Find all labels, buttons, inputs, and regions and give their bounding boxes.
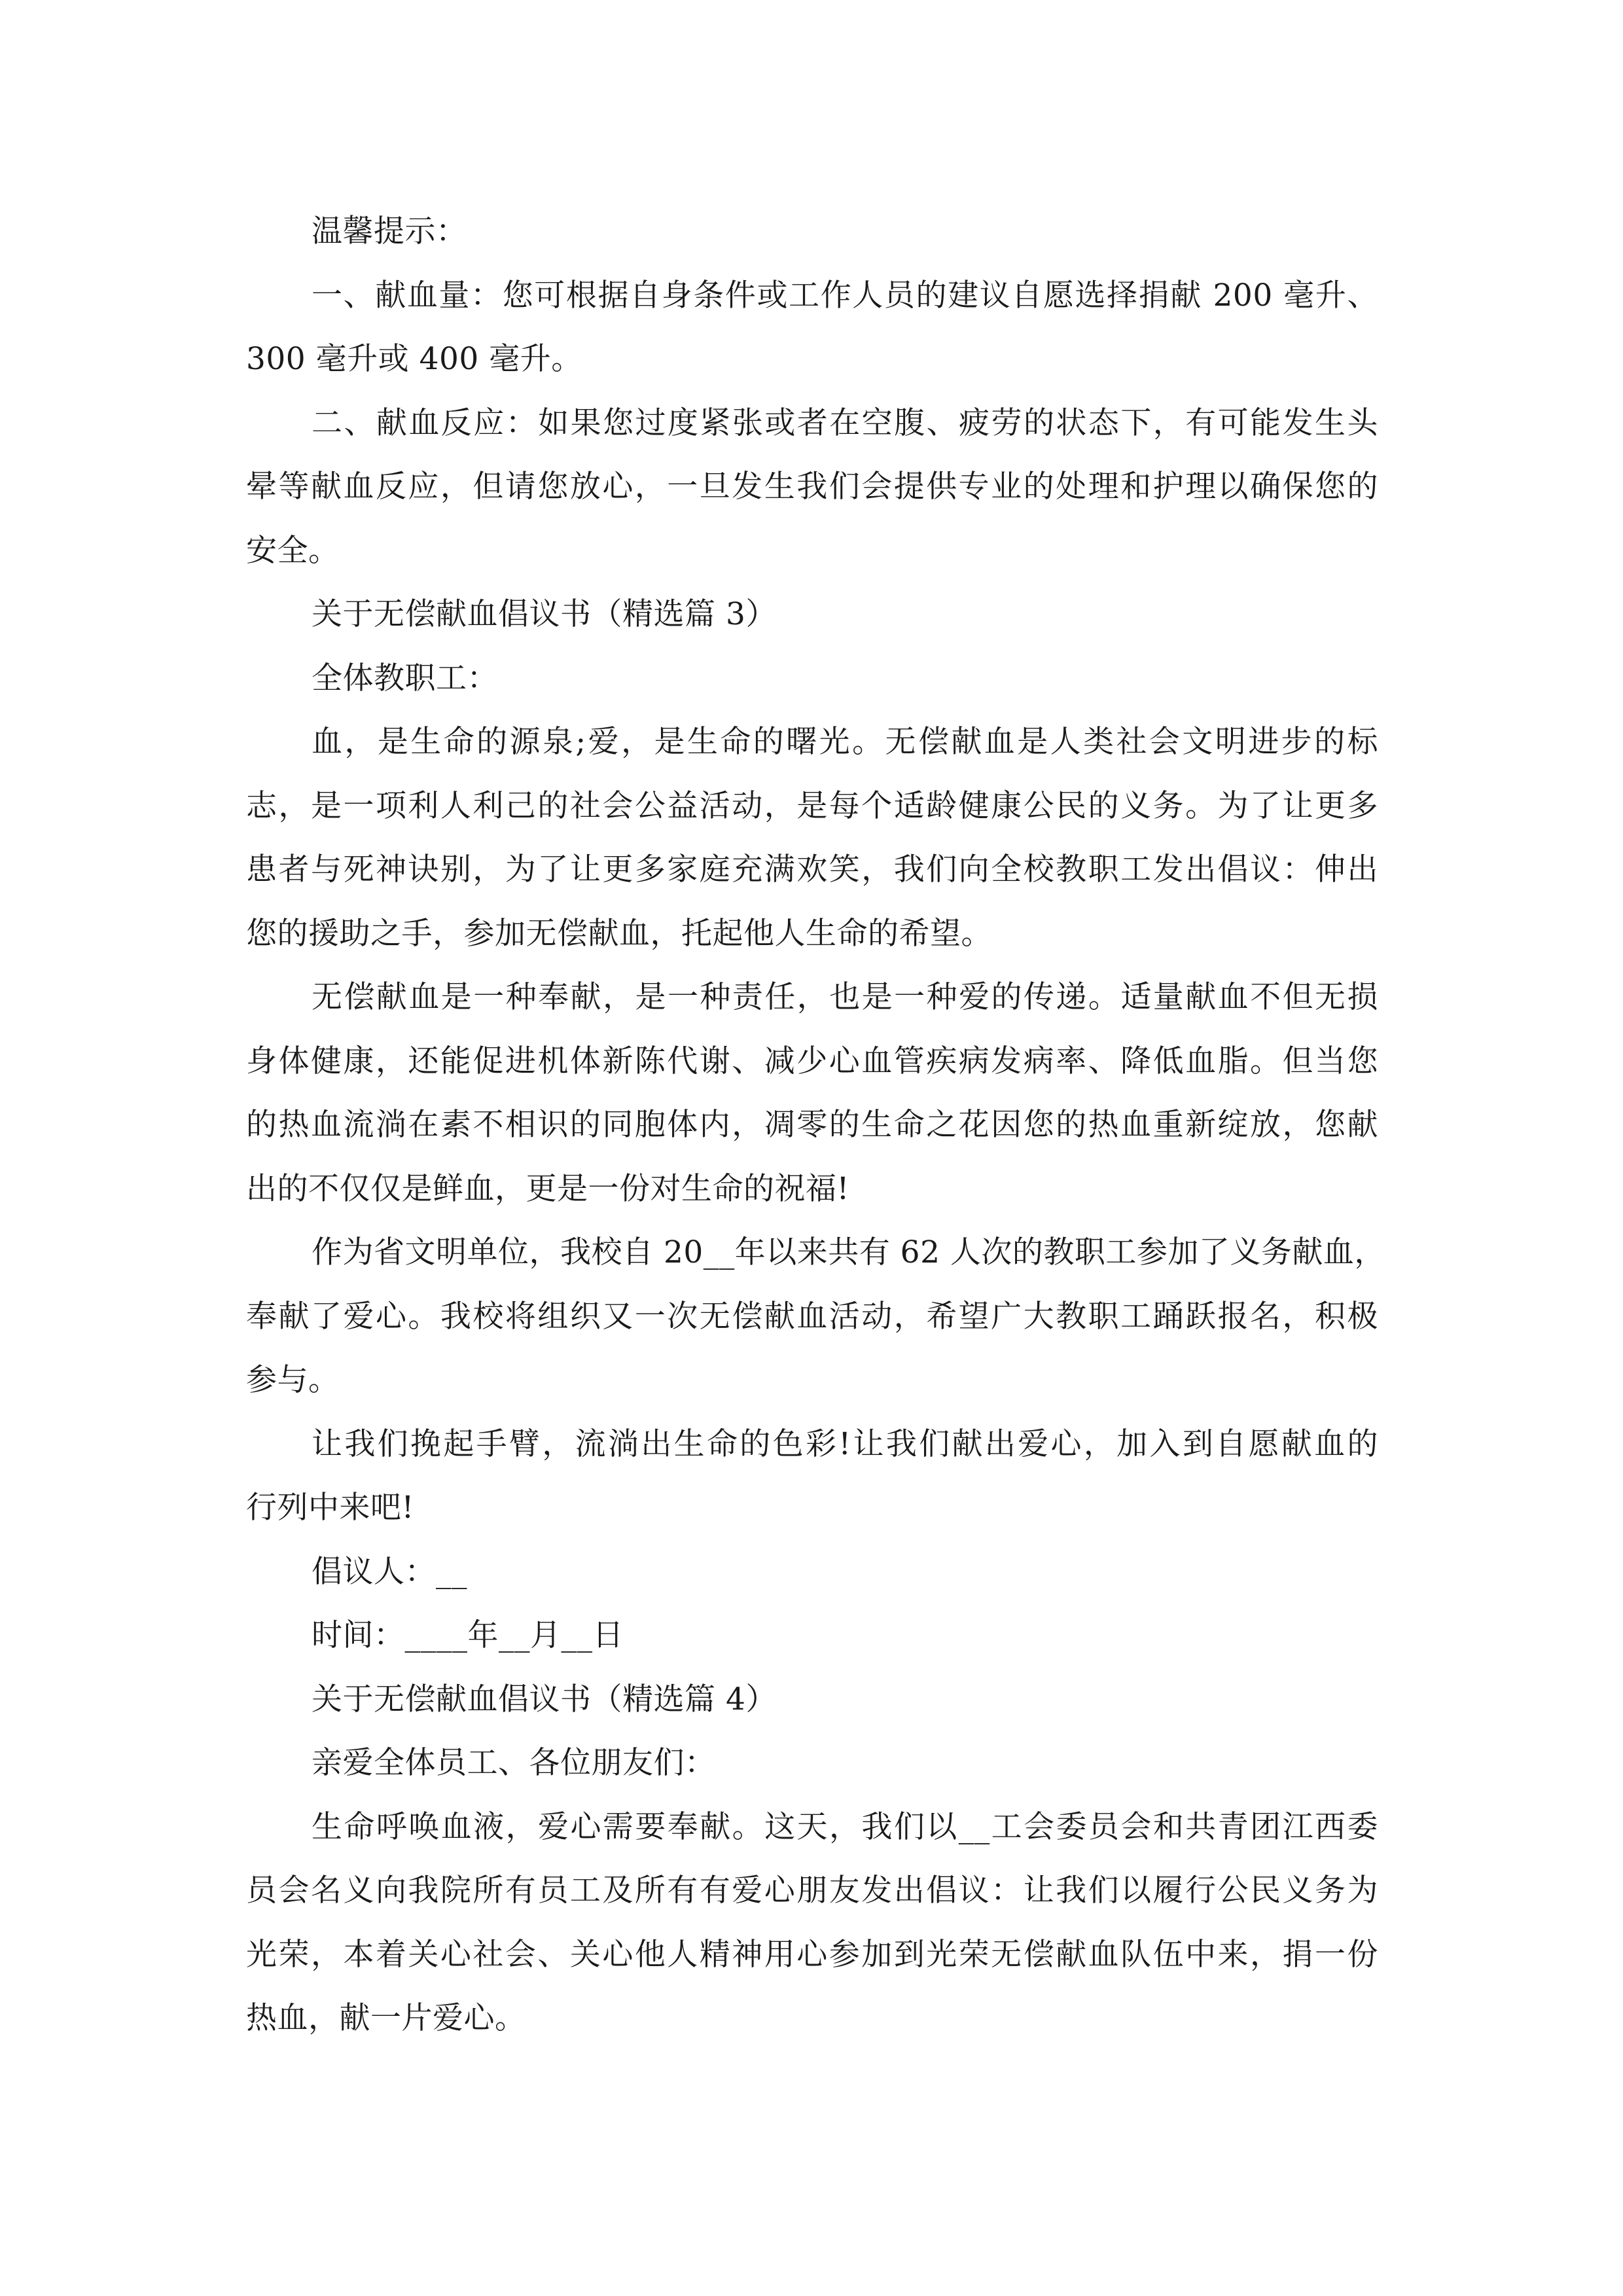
text-line: 生命呼唤血液，爱心需要奉献。这天，我们以__工会委员会和共青团江西委 (312, 1808, 1378, 1845)
text-line: 患者与死神诀别，为了让更多家庭充满欢笑，我们向全校教职工发出倡议：伸出 (246, 852, 1378, 888)
text-line: 身体健康，还能促进机体新陈代谢、减少心血管疾病发病率、降低血脂。但当您 (246, 1043, 1378, 1079)
text-line: 血，是生命的源泉;爱，是生命的曙光。无偿献血是人类社会文明进步的标 (312, 724, 1378, 760)
text-line: 行列中来吧! (246, 1490, 414, 1526)
text-line: 作为省文明单位，我校自 20__年以来共有 62 人次的教职工参加了义务献血， (312, 1234, 1385, 1270)
text-line: 300 毫升或 400 毫升。 (246, 341, 582, 377)
document-body (246, 200, 1385, 2051)
text-line: 时间：____年__月__日 (312, 1617, 624, 1653)
text-line: 出的不仅仅是鲜血，更是一份对生命的祝福! (246, 1170, 849, 1207)
text-line: 全体教职工： (312, 660, 498, 696)
text-line: 的热血流淌在素不相识的同胞体内，凋零的生命之花因您的热血重新绽放，您献 (246, 1107, 1378, 1143)
text-line: 员会名义向我院所有员工及所有有爱心朋友发出倡议：让我们以履行公民义务为 (246, 1873, 1378, 1909)
text-line: 让我们挽起手臂，流淌出生命的色彩!让我们献出爱心，加入到自愿献血的 (312, 1426, 1378, 1462)
text-line: 温馨提示： (312, 213, 467, 249)
text-line: 志，是一项利人利己的社会公益活动，是每个适龄健康公民的义务。为了让更多 (246, 787, 1378, 824)
text-line: 热血，献一片爱心。 (246, 2000, 526, 2036)
text-line: 安全。 (246, 532, 340, 569)
text-line: 关于无偿献血倡议书（精选篇 3） (312, 596, 777, 632)
text-line: 倡议人：__ (312, 1553, 467, 1590)
text-line: 亲爱全体员工、各位朋友们： (312, 1745, 716, 1781)
text-line: 二、献血反应：如果您过度紧张或者在空腹、疲劳的状态下，有可能发生头 (312, 404, 1378, 441)
text-line: 无偿献血是一种奉献，是一种责任，也是一种爱的传递。适量献血不但无损 (312, 979, 1378, 1015)
text-line: 关于无偿献血倡议书（精选篇 4） (312, 1681, 777, 1717)
text-line: 晕等献血反应，但请您放心，一旦发生我们会提供专业的处理和护理以确保您的 (246, 469, 1378, 505)
text-line: 一、献血量：您可根据自身条件或工作人员的建议自愿选择捐献 200 毫升、 (312, 277, 1378, 314)
text-line: 光荣，本着关心社会、关心他人精神用心参加到光荣无偿献血队伍中来，捐一份 (246, 1936, 1378, 1973)
text-line: 参与。 (246, 1362, 340, 1398)
text-line: 奉献了爱心。我校将组织又一次无偿献血活动，希望广大教职工踊跃报名，积极 (246, 1298, 1378, 1335)
text-line: 您的援助之手，参加无偿献血，托起他人生命的希望。 (246, 915, 992, 952)
